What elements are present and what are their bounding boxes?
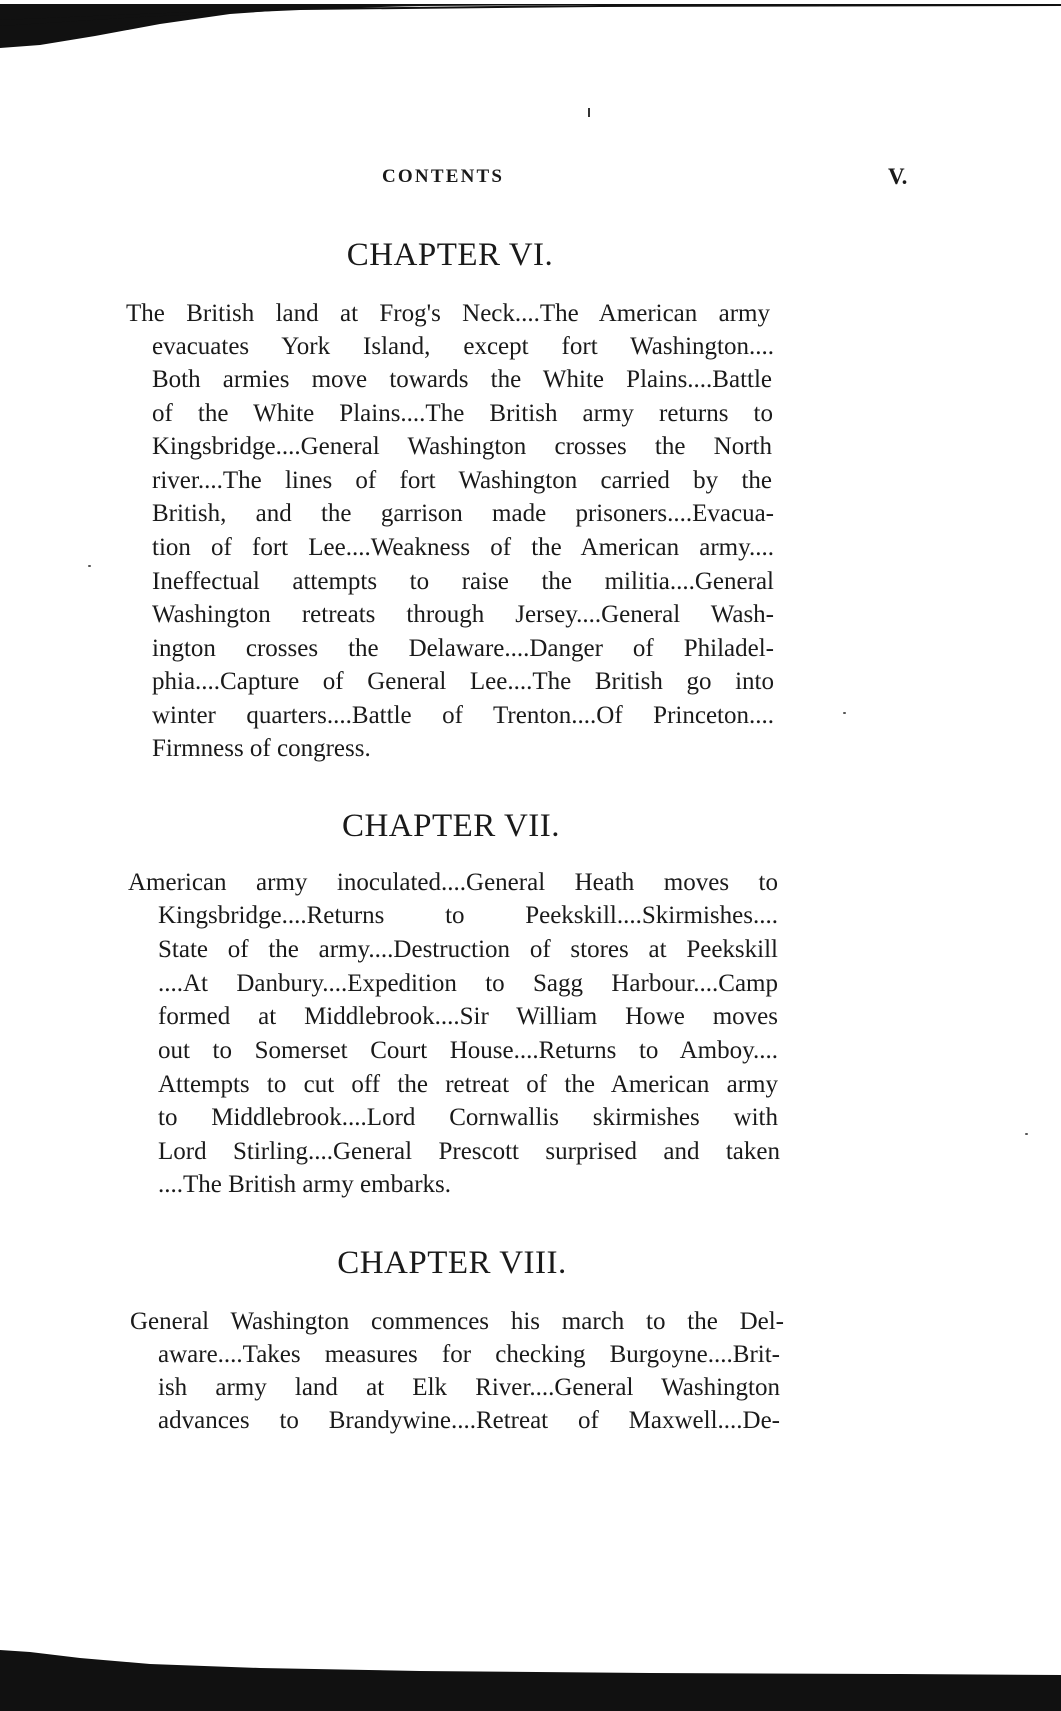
summary-line: ....At Danbury....Expedition to Sagg Harbour....Camp <box>158 970 778 997</box>
running-header <box>0 166 1061 196</box>
summary-line: American army inoculated....General Heath moves to <box>128 869 778 896</box>
summary-line: The British land at Frog's Neck....The American army <box>126 300 770 327</box>
chapter-title: CHAPTER VI. <box>346 237 554 273</box>
scan-edge-bottom <box>0 1640 1061 1711</box>
summary-line: river....The lines of fort Washington carried by the <box>152 467 772 494</box>
summary-line: Firmness of congress. <box>152 735 371 762</box>
running-head-title: CONTENTS <box>382 166 505 187</box>
summary-line: Kingsbridge....General Washington crosses the North <box>152 433 772 460</box>
summary-line: to Middlebrook....Lord Cornwallis skirmishes with <box>158 1104 778 1131</box>
summary-line: advances to Brandywine....Retreat of Maxwell....De- <box>158 1407 780 1434</box>
summary-line: aware....Takes measures for checking Burgoyne....Brit- <box>158 1341 780 1368</box>
summary-line: winter quarters....Battle of Trenton....Of Princeton.... <box>152 702 774 729</box>
summary-line: ington crosses the Delaware....Danger of Philadel- <box>152 635 774 662</box>
chapter-title: CHAPTER VII. <box>341 808 561 844</box>
summary-line: tion of fort Lee....Weakness of the American army.... <box>152 534 774 561</box>
summary-line: ....The British army embarks. <box>158 1171 451 1198</box>
summary-line: Lord Stirling....General Prescott surprised and taken <box>158 1138 780 1165</box>
scan-edge-top <box>0 0 1061 50</box>
summary-line: ish army land at Elk River....General Washington <box>158 1374 780 1401</box>
summary-line: evacuates York Island, except fort Washington.... <box>152 333 774 360</box>
summary-line: out to Somerset Court House....Returns to Amboy.... <box>158 1037 778 1064</box>
summary-line: Ineffectual attempts to raise the militia....General <box>152 568 774 595</box>
summary-line: State of the army....Destruction of stores at Peekskill <box>158 936 778 963</box>
summary-line: phia....Capture of General Lee....The British go into <box>152 668 774 695</box>
scan-speck <box>843 712 846 714</box>
summary-line: British, and the garrison made prisoners....Evacua- <box>152 500 774 527</box>
print-mark <box>588 108 590 117</box>
summary-line: Both armies move towards the White Plains....Battle <box>152 366 772 393</box>
summary-line: Kingsbridge....Returns to Peekskill....Skirmishes.... <box>158 902 778 929</box>
summary-line: General Washington commences his march to the Del- <box>130 1308 784 1335</box>
chapter-title: CHAPTER VIII. <box>337 1245 567 1281</box>
summary-line: Attempts to cut off the retreat of the American army <box>158 1071 778 1098</box>
summary-line: formed at Middlebrook....Sir William Howe moves <box>158 1003 778 1030</box>
summary-line: of the White Plains....The British army returns to <box>152 400 773 427</box>
scan-speck <box>88 565 91 567</box>
page-number: V. <box>888 164 908 189</box>
summary-line: Washington retreats through Jersey....General Wash- <box>152 601 774 628</box>
scan-speck <box>1025 1133 1028 1135</box>
